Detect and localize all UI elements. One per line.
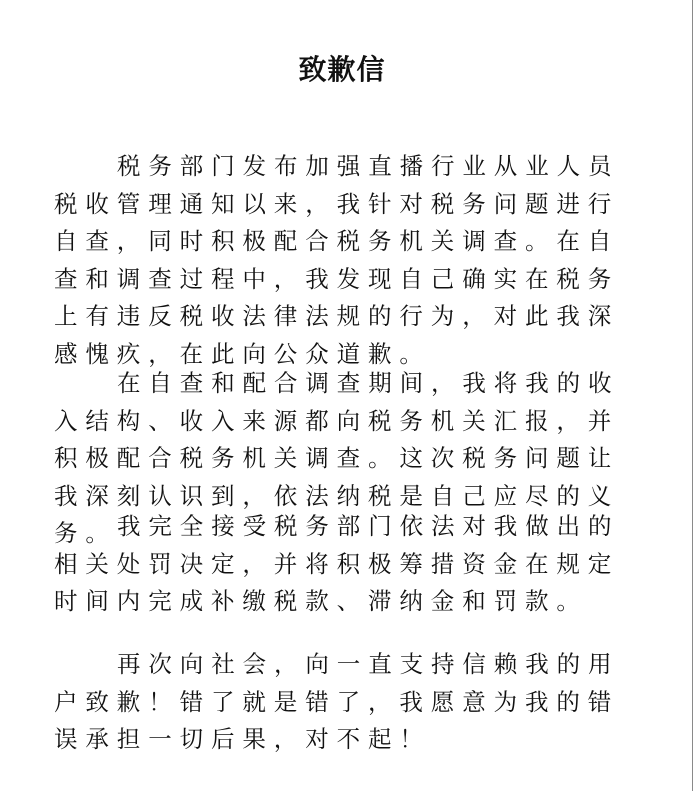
paragraph-3: 我完全接受税务部门依法对我做出的相关处罚决定，并将积极筹措资金在规定时间内完成补缴税款、滞纳金和罚款。 <box>54 512 620 616</box>
paragraph-4: 再次向社会，向一直支持信赖我的用户致歉！错了就是错了，我愿意为我的错误承担一切后果，对不起！ <box>54 650 620 754</box>
paragraph-2: 在自查和配合调查期间，我将我的收入结构、收入来源都向税务机关汇报，并积极配合税务机关调查。这次税务问题让我深刻认识到，依法纳税是自己应尽的义务。 <box>54 369 620 548</box>
letter-title: 致歉信 <box>298 53 386 86</box>
paragraph-1: 税务部门发布加强直播行业从业人员税收管理通知以来，我针对税务问题进行自查，同时积极配合税务机关调查。在自查和调查过程中，我发现自己确实在税务上有违反税收法律法规的行为，对此我深感愧疚，在此向公众道歉。 <box>54 152 620 368</box>
